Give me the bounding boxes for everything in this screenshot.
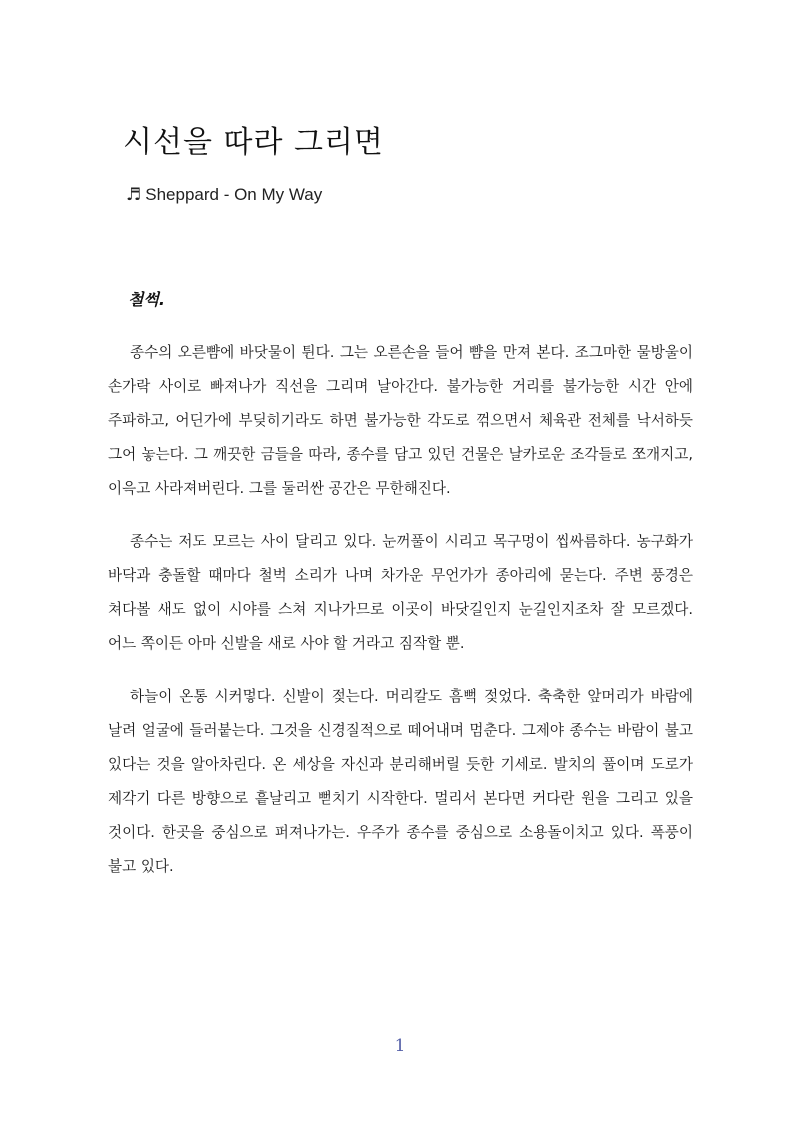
story-body: [108, 336, 693, 903]
music-note-icon: ♬: [126, 185, 142, 205]
page-number: 1: [394, 1036, 406, 1056]
paragraph: 종수의 오른뺨에 바닷물이 튄다. 그는 오른손을 들어 뺨을 만져 본다. 조그마한 물방울이 손가락 사이로 빠져나가 직선을 그리며 날아간다. 불가능한 거리를 불가능한 시간 안에 주파하고, 어딘가에 부딪히기라도 하면 불가능한 각도로 꺾으면서 체육관 전체를 낙서하듯 그어 놓는다. 그 깨끗한 금들을 따라, 종수를 담고 있던 건물은 날카로운 조각들로 쪼개지고, 이윽고 사라져버린다. 그를 둘러싼 공간은 무한해진다.: [108, 344, 693, 497]
music-credit: [126, 186, 322, 204]
story-title: 시선을 따라 그리면: [123, 125, 384, 160]
paragraph: 종수는 저도 모르는 사이 달리고 있다. 눈꺼풀이 시리고 목구멍이 씹싸름하다. 농구화가 바닥과 충돌할 때마다 철벅 소리가 나며 차가운 무언가가 종아리에 묻는다. 주변 풍경은 쳐다볼 새도 없이 시야를 스쳐 지나가므로 이곳이 바닷길인지 눈길인지조차 잘 모르겠다. 어느 쪽이든 아마 신발을 새로 사야 할 거라고 짐작할 뿐.: [108, 533, 693, 652]
paragraph: 하늘이 온통 시커멓다. 신발이 젖는다. 머리칼도 흠뻑 젖었다. 축축한 앞머리가 바람에 날려 얼굴에 들러붙는다. 그것을 신경질적으로 떼어내며 멈춘다. 그제야 종수는 바람이 불고 있다는 것을 알아차린다. 온 세상을 자신과 분리해버릴 듯한 기세로. 발치의 풀이며 도로가 제각기 다른 방향으로 흩날리고 뻗치기 시작한다. 멀리서 본다면 커다란 원을 그리고 있을 것이다. 한곳을 중심으로 퍼져나가는. 우주가 종수를 중심으로 소용돌이치고 있다. 폭풍이 불고 있다.: [108, 688, 693, 875]
music-credit-text: Sheppard - On My Way: [145, 185, 323, 204]
sound-effect-heading: 철썩.: [128, 290, 165, 309]
